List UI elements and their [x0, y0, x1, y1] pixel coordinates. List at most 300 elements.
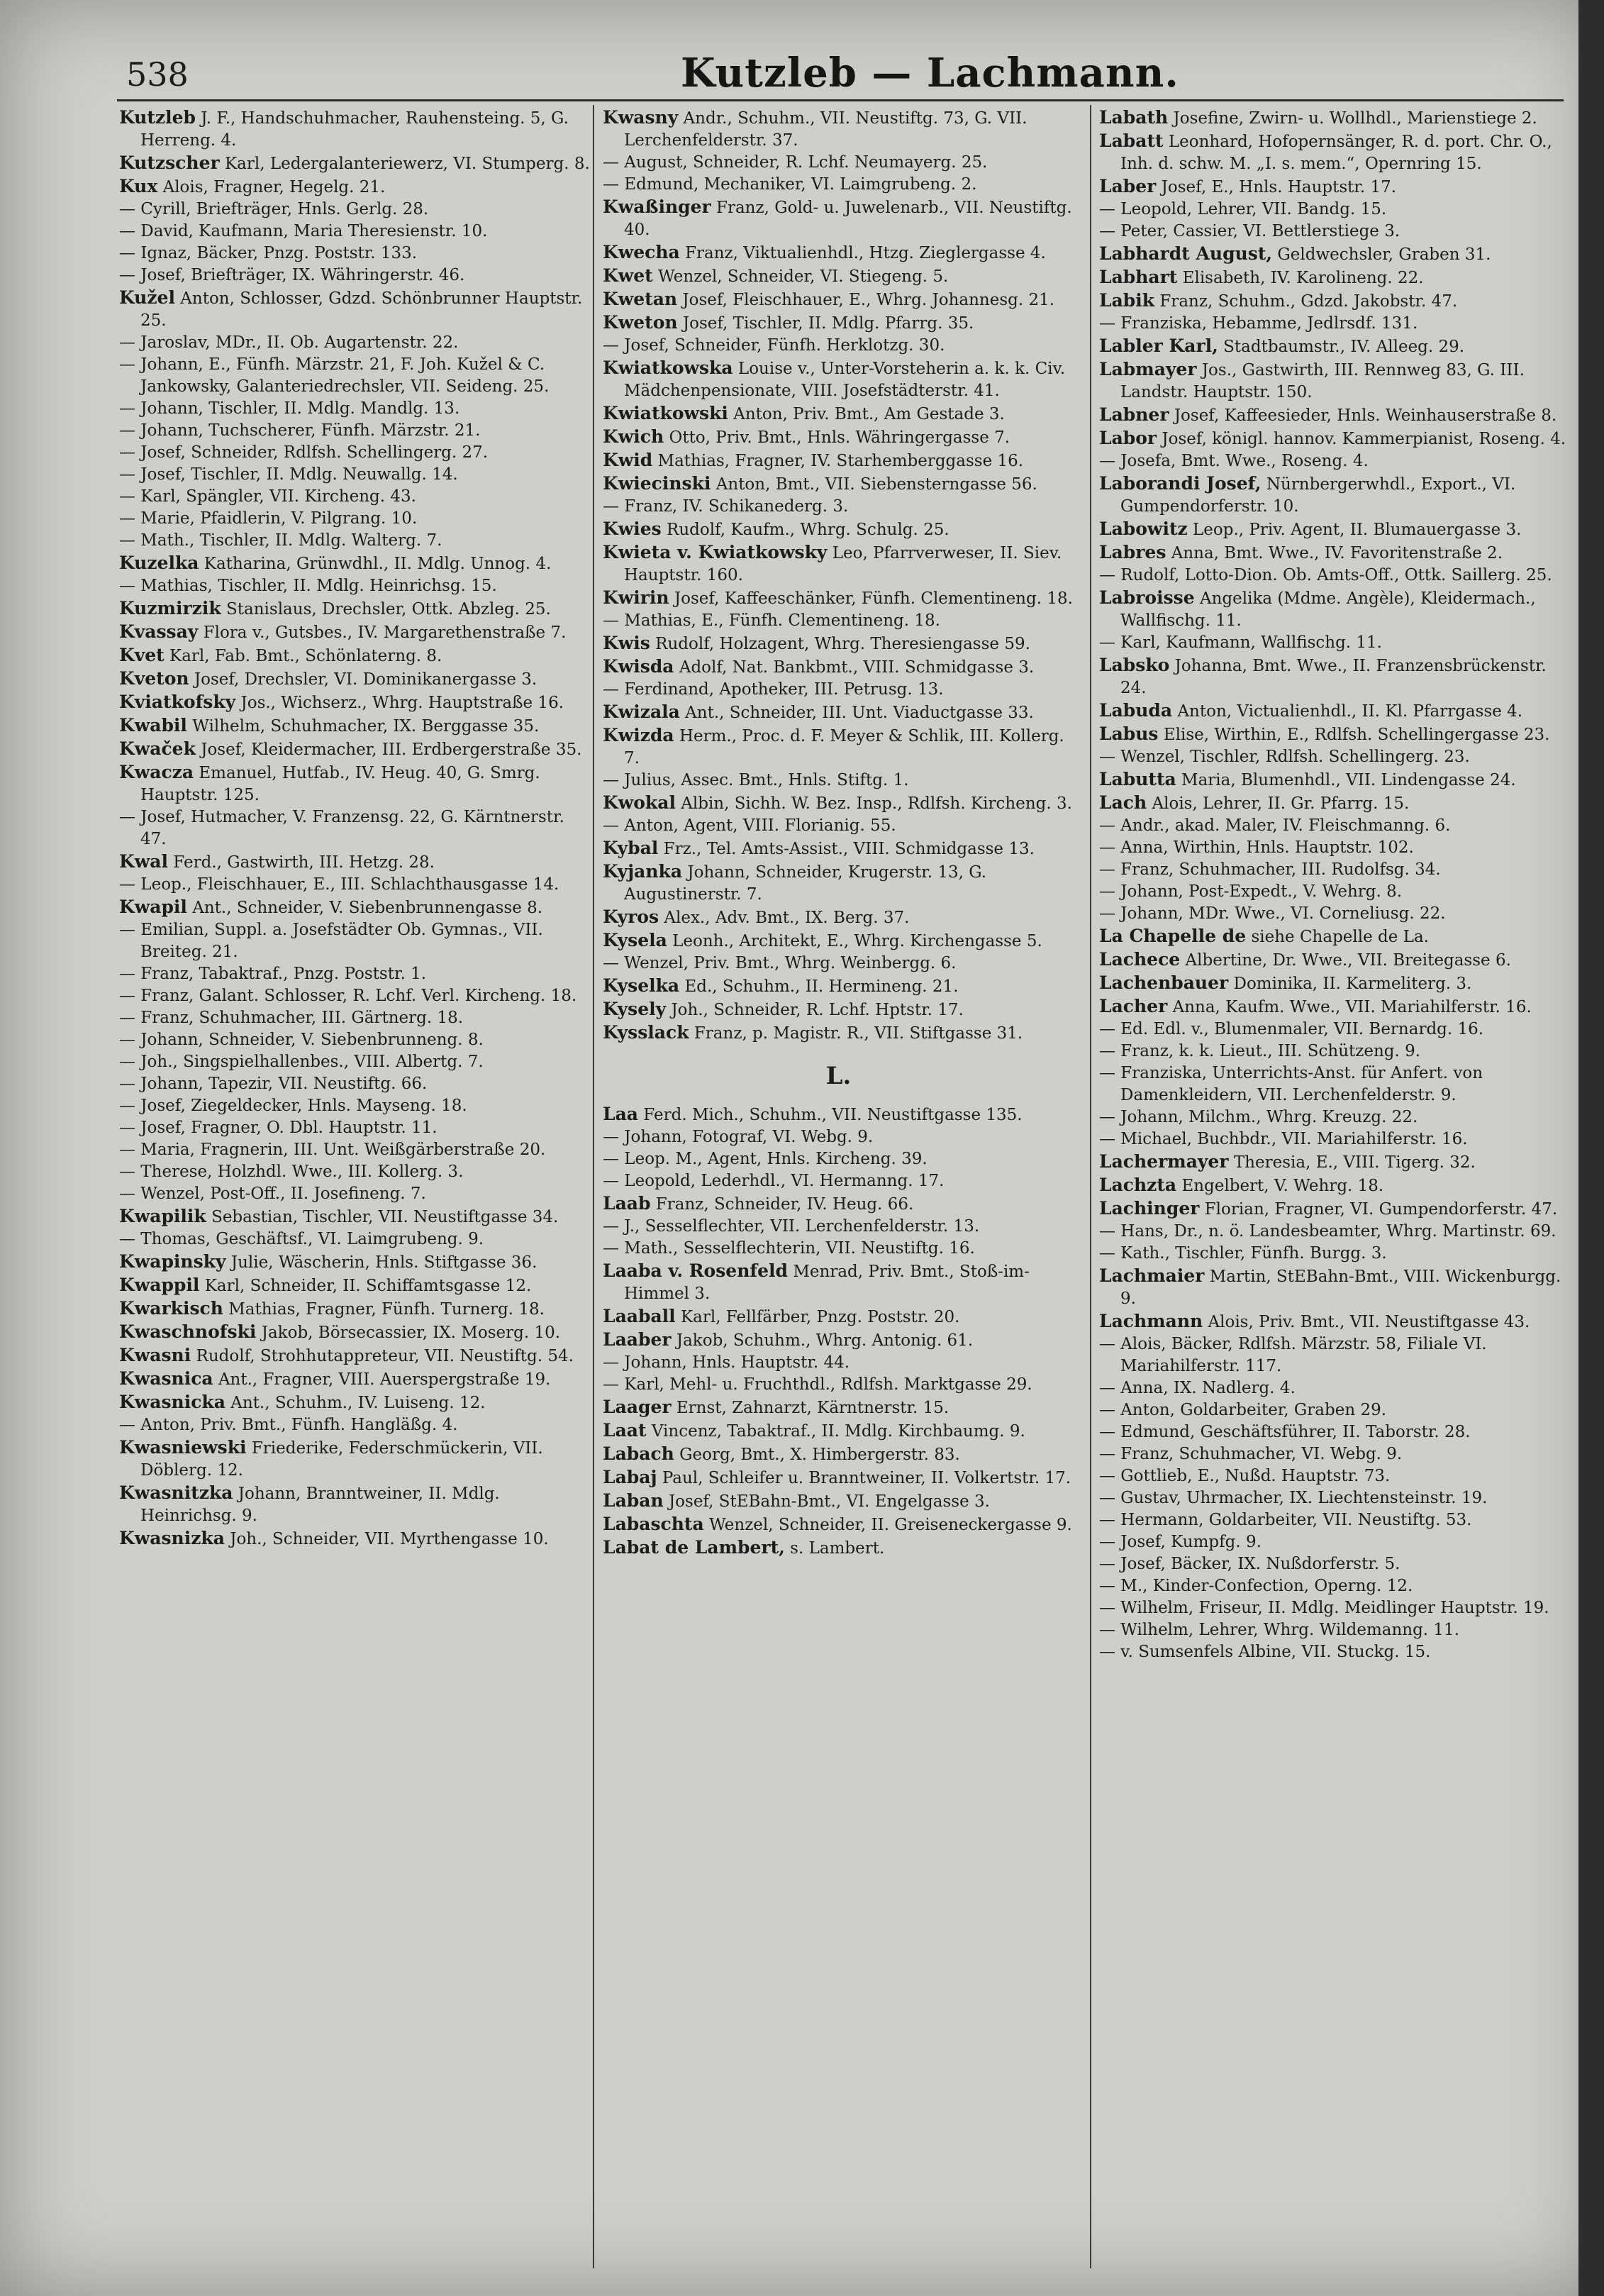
entry-details: — Hermann, Goldarbeiter, VII. Neustiftg. 53. [1099, 1511, 1472, 1529]
entry-details: — Franziska, Hebamme, Jedlrsdf. 131. [1099, 314, 1418, 333]
directory-entry [1099, 1063, 1571, 1107]
directory-entry [119, 152, 591, 175]
entry-details: Jos., Gastwirth, III. Rennweg 83, G. III. Landstr. Hauptstr. 150. [1120, 361, 1525, 401]
entry-details: Leonhard, Hofopernsänger, R. d. port. Chr. O., Inh. d. schw. M. „I. s. mem.“, Opernring 15. [1120, 133, 1552, 173]
entry-surname: Lachinger [1099, 1198, 1200, 1219]
directory-entry [119, 486, 591, 508]
directory-entry [1099, 1553, 1571, 1575]
directory-entry [1099, 1174, 1571, 1197]
directory-entry [603, 472, 1074, 496]
entry-surname: Kutzscher [119, 152, 220, 173]
directory-entry [1099, 243, 1571, 266]
directory-entry [119, 175, 591, 199]
entry-details: Friederike, Federschmückerin, VII. Döblerg. 12. [140, 1439, 543, 1480]
entry-details: — M., Kinder-Confection, Operng. 12. [1099, 1577, 1413, 1595]
directory-entry [1099, 1443, 1571, 1465]
entry-details: — Anton, Goldarbeiter, Graben 29. [1099, 1401, 1387, 1419]
directory-entry [119, 420, 591, 442]
entry-details: Josefine, Zwirn- u. Wollhdl., Marienstiege 2. [1173, 109, 1537, 128]
running-head: Kutzleb — Lachmann. [681, 50, 1179, 96]
directory-entry [119, 106, 591, 152]
directory-entry [1099, 266, 1571, 289]
entry-details: Paul, Schleifer u. Branntweiner, II. Volkertstr. 17. [662, 1469, 1071, 1487]
directory-entry [603, 241, 1074, 265]
directory-entry [603, 174, 1074, 196]
entry-details: — Johann, Fotograf, VI. Webg. 9. [603, 1128, 874, 1146]
entry-details: — Josefa, Bmt. Wwe., Roseng. 4. [1099, 452, 1369, 470]
entry-details: — Hans, Dr., n. ö. Landesbeamter, Whrg. Martinstr. 69. [1099, 1222, 1556, 1241]
entry-surname: Kysslack [603, 1022, 689, 1043]
entry-details: — Johann, Tapezir, VII. Neustiftg. 66. [119, 1075, 428, 1093]
directory-entry [603, 1443, 1074, 1466]
directory-entry [603, 860, 1074, 906]
entry-surname: Kuzmirzik [119, 598, 221, 619]
directory-entry [603, 1352, 1074, 1374]
directory-entry [1099, 1399, 1571, 1421]
directory-entry [1099, 925, 1571, 948]
directory-entry [1099, 199, 1571, 221]
directory-entry [1099, 972, 1571, 995]
directory-entry [119, 919, 591, 963]
entry-surname: Kwizda [603, 725, 674, 745]
directory-entry [119, 1095, 591, 1117]
entry-details: Emanuel, Hutfab., IV. Heug. 40, G. Smrg. Hauptstr. 125. [140, 764, 540, 804]
directory-entry [603, 1260, 1074, 1305]
entry-surname: Kwasni [119, 1345, 191, 1365]
directory-entry [1099, 1128, 1571, 1150]
entry-surname: Labowitz [1099, 518, 1188, 539]
entry-surname: Kwasnizka [119, 1528, 225, 1548]
directory-entry [119, 985, 591, 1007]
entry-details: Rudolf, Holzagent, Whrg. Theresiengasse 59. [655, 635, 1030, 653]
directory-entry [1099, 1041, 1571, 1063]
directory-entry [1099, 106, 1571, 130]
entry-surname: Labath [1099, 107, 1169, 128]
directory-entry [603, 1374, 1074, 1396]
entry-details: — Joh., Singspielhallenbes., VIII. Albertg. 7. [119, 1053, 484, 1071]
directory-entry [1099, 1265, 1571, 1310]
entry-details: — Maria, Fragnerin, III. Unt. Weißgärberstraße 20. [119, 1141, 546, 1159]
entry-details: Adolf, Nat. Bankbmt., VIII. Schmidgasse 3. [679, 658, 1035, 677]
directory-entry [1099, 1107, 1571, 1128]
entry-details: — Edmund, Mechaniker, VI. Laimgrubeng. 2. [603, 175, 977, 194]
entry-surname: Kwapinsky [119, 1251, 226, 1272]
entry-details: Leonh., Architekt, E., Whrg. Kirchengasse 5. [672, 932, 1042, 950]
directory-entry [603, 655, 1074, 679]
directory-entry [1099, 1377, 1571, 1399]
directory-entry [603, 541, 1074, 587]
entry-details: Anna, Bmt. Wwe., IV. Favoritenstraße 2. [1171, 544, 1503, 562]
directory-entry [603, 265, 1074, 288]
entry-details: Elisabeth, IV. Karolineng. 22. [1182, 269, 1424, 287]
directory-entry [603, 632, 1074, 655]
entry-details: Stanislaus, Drechsler, Ottk. Abzleg. 25. [226, 600, 551, 619]
entry-details: Franz, Gold- u. Juwelenarb., VII. Neustiftg. 40. [624, 199, 1072, 239]
entry-surname: Laaber [603, 1329, 672, 1350]
directory-entry [1099, 903, 1571, 925]
entry-surname: Lachece [1099, 949, 1181, 970]
entry-details: — Franz, Schuhmacher, VI. Webg. 9. [1099, 1445, 1403, 1463]
entry-details: — Josef, Schneider, Fünfh. Herklotzg. 30. [603, 336, 945, 355]
directory-entry [1099, 335, 1571, 358]
directory-entry [603, 449, 1074, 472]
entry-details: — Marie, Pfaidlerin, V. Pilgrang. 10. [119, 509, 418, 528]
directory-entry [1099, 1641, 1571, 1663]
directory-entry [119, 761, 591, 806]
entry-surname: Kuzelka [119, 553, 199, 573]
entry-surname: Kwiatkowska [603, 357, 733, 378]
directory-entry [603, 953, 1074, 975]
entry-details: — Wilhelm, Friseur, II. Mdlg. Meidlinger Hauptstr. 19. [1099, 1599, 1549, 1617]
entry-details: — Franz, Galant. Schlosser, R. Lchf. Verl. Kircheng. 18. [119, 987, 577, 1005]
entry-surname: Labik [1099, 290, 1155, 311]
entry-details: Martin, StEBahn-Bmt., VIII. Wickenburgg. 9. [1120, 1268, 1561, 1308]
entry-details: s. Lambert. [790, 1539, 885, 1558]
entry-surname: Laager [603, 1397, 672, 1417]
entry-details: Florian, Fragner, VI. Gumpendorferstr. 47. [1204, 1200, 1558, 1219]
entry-details: Louise v., Unter-Vorsteherin a. k. k. Civ. Mädchenpensionate, VIII. Josefstädterstr. 41. [624, 360, 1066, 400]
directory-entry [119, 1436, 591, 1482]
directory-entry [603, 106, 1074, 152]
entry-surname: Labus [1099, 723, 1159, 744]
directory-entry [603, 518, 1074, 541]
entry-surname: Lachzta [1099, 1175, 1177, 1195]
entry-details: — Edmund, Geschäftsführer, II. Taborstr. 28. [1099, 1423, 1471, 1441]
directory-entry [119, 221, 591, 243]
entry-details: Josef, Drechsler, VI. Dominikanergasse 3. [194, 670, 538, 689]
entry-surname: Kybal [603, 838, 659, 858]
entry-details: Josef, Kaffeeschänker, Fünfh. Clementineng. 18. [674, 589, 1073, 608]
entry-details: Rudolf, Kaufm., Whrg. Schulg. 25. [667, 521, 949, 539]
entry-surname: Labmayer [1099, 359, 1197, 379]
entry-details: — Franziska, Unterrichts-Anst. für Anfert. von Damenkleidern, VII. Lerchenfelderstr. 9. [1099, 1064, 1483, 1104]
entry-details: — Johann, Tuchscherer, Fünfh. Märzstr. 21. [119, 421, 481, 440]
directory-entry [1099, 632, 1571, 654]
entry-details: Johann, Branntweiner, II. Mdlg. Heinrichsg. 9. [140, 1485, 500, 1525]
entry-surname: Labner [1099, 404, 1169, 425]
entry-details: — Mathias, Tischler, II. Mdlg. Heinrichsg. 15. [119, 577, 497, 595]
directory-entry [119, 552, 591, 575]
directory-entry [119, 1183, 591, 1205]
entry-surname: Kwal [119, 851, 168, 872]
entry-details: Maria, Blumenhdl., VII. Lindengasse 24. [1181, 771, 1516, 789]
entry-surname: Kwid [603, 450, 653, 470]
entry-surname: Laab [603, 1193, 651, 1214]
entry-details: — Wenzel, Priv. Bmt., Whrg. Weinbergg. 6. [603, 954, 957, 972]
entry-details: Anton, Victualienhdl., II. Kl. Pfarrgasse 4. [1177, 702, 1523, 721]
directory-entry [603, 679, 1074, 701]
directory-entry [119, 508, 591, 530]
entry-details: — Johann, MDr. Wwe., VI. Corneliusg. 22. [1099, 904, 1446, 923]
entry-details: — Thomas, Geschäftsf., VI. Laimgrubeng. 9. [119, 1230, 484, 1248]
entry-details: Rudolf, Strohhutappreteur, VII. Neustiftg. 54. [196, 1347, 574, 1365]
directory-entry [1099, 313, 1571, 335]
entry-surname: Kwiatkowski [603, 403, 728, 423]
entry-details: Leo, Pfarrverweser, II. Siev. Hauptstr. 160. [624, 544, 1062, 584]
entry-details: Franz, Viktualienhdl., Htzg. Zieglergasse 4. [685, 244, 1046, 262]
entry-surname: Kwich [603, 426, 664, 447]
directory-entry [119, 714, 591, 738]
directory-entry [1099, 1019, 1571, 1041]
entry-details: Frz., Tel. Amts-Assist., VIII. Schmidgasse 13. [663, 840, 1035, 858]
directory-entry [1099, 427, 1571, 450]
directory-entry [1099, 1150, 1571, 1174]
entry-details: — Josef, Kumpfg. 9. [1099, 1533, 1262, 1551]
entry-details: — Gottlieb, E., Nußd. Hauptstr. 73. [1099, 1467, 1391, 1485]
entry-surname: Labor [1099, 428, 1157, 448]
directory-entry [1099, 1243, 1571, 1265]
directory-entry [1099, 1465, 1571, 1487]
directory-entry [603, 1536, 1074, 1560]
entry-details: Franz, Schuhm., Gdzd. Jakobstr. 47. [1159, 292, 1458, 311]
entry-details: — Leop., Fleischhauer, E., III. Schlachthausgasse 14. [119, 875, 559, 894]
directory-entry [1099, 1509, 1571, 1531]
entry-surname: Kyselka [603, 975, 680, 996]
entry-details: — Leop. M., Agent, Hnls. Kircheng. 39. [603, 1150, 928, 1168]
entry-details: Anton, Priv. Bmt., Am Gestade 3. [733, 405, 1005, 423]
entry-details: — Julius, Assec. Bmt., Hnls. Stiftg. 1. [603, 771, 909, 789]
entry-surname: Kwasnitzka [119, 1482, 233, 1503]
entry-details: Wilhelm, Schuhmacher, IX. Berggasse 35. [192, 717, 540, 736]
directory-entry [1099, 130, 1571, 175]
entry-surname: Labatt [1099, 131, 1164, 151]
directory-entry [603, 335, 1074, 357]
entry-details: — August, Schneider, R. Lchf. Neumayerg. 25. [603, 153, 988, 172]
entry-details: — Gustav, Uhrmacher, IX. Liechtensteinstr. 19. [1099, 1489, 1488, 1507]
entry-surname: Lachenbauer [1099, 972, 1229, 993]
entry-details: Anna, Kaufm. Wwe., VII. Mariahilferstr. 16. [1172, 998, 1532, 1016]
entry-details: — Franz, Schuhmacher, III. Rudolfsg. 34. [1099, 860, 1441, 879]
entry-details: Alois, Lehrer, II. Gr. Pfarrg. 15. [1152, 794, 1410, 813]
directory-entry [119, 575, 591, 597]
entry-details: — Josef, Hutmacher, V. Franzensg. 22, G. Kärntnerstr. 47. [119, 808, 564, 848]
entry-surname: Kwacza [119, 762, 194, 782]
entry-details: Katharina, Grünwdhl., II. Mdlg. Unnog. 4. [204, 555, 552, 573]
entry-details: Joh., Schneider, VII. Myrthengasse 10. [230, 1530, 549, 1548]
directory-entry [603, 610, 1074, 632]
directory-entry [119, 1051, 591, 1073]
directory-entry [119, 530, 591, 552]
directory-entry [119, 1527, 591, 1551]
directory-entry [603, 1148, 1074, 1170]
entry-details: Flora v., Gutsbes., IV. Margarethenstraße 7. [203, 623, 567, 642]
page-edge-shadow [1578, 0, 1604, 2296]
directory-entry [603, 701, 1074, 724]
directory-entry [1099, 815, 1571, 837]
entry-details: — Franz, IV. Schikanederg. 3. [603, 497, 849, 516]
entry-surname: Lach [1099, 792, 1147, 813]
entry-surname: Kwies [603, 518, 662, 539]
directory-entry [1099, 404, 1571, 427]
directory-entry [1099, 289, 1571, 313]
column-divider [593, 105, 594, 2268]
directory-entry [119, 1274, 591, 1297]
entry-surname: Kyros [603, 906, 659, 927]
directory-entry [603, 1192, 1074, 1216]
entry-details: Josef, StEBahn-Bmt., VI. Engelgasse 3. [668, 1492, 990, 1511]
directory-entry [119, 354, 591, 398]
directory-entry [603, 724, 1074, 770]
directory-entry [119, 1321, 591, 1344]
directory-entry [1099, 175, 1571, 199]
entry-details: Ant., Schneider, III. Unt. Viaductgasse 33. [685, 704, 1034, 722]
entry-surname: Kwizala [603, 701, 680, 722]
entry-surname: Kwisda [603, 656, 674, 677]
entry-details: Johanna, Bmt. Wwe., II. Franzensbrückenstr. 24. [1120, 657, 1547, 697]
directory-entry [119, 1073, 591, 1095]
directory-entry [119, 243, 591, 265]
entry-surname: La Chapelle de [1099, 926, 1247, 946]
entry-surname: Labutta [1099, 769, 1176, 789]
entry-surname: Kužel [119, 287, 175, 308]
directory-entry [603, 837, 1074, 860]
entry-details: Jakob, Börsecassier, IX. Moserg. 10. [261, 1324, 561, 1342]
entry-details: Josef, königl. hannov. Kammerpianist, Roseng. 4. [1162, 430, 1566, 448]
entry-surname: Kwarkisch [119, 1298, 223, 1319]
directory-entry [1099, 723, 1571, 746]
directory-entry [1099, 948, 1571, 972]
entry-details: Wenzel, Schneider, II. Greiseneckergasse 9. [709, 1516, 1072, 1534]
entry-details: Andr., Schuhm., VII. Neustiftg. 73, G. VII. Lerchenfelderstr. 37. [624, 109, 1027, 150]
entry-surname: Kwapil [119, 897, 187, 917]
entry-details: — v. Sumsenfels Albine, VII. Stuckg. 15. [1099, 1643, 1431, 1661]
entry-details: — Leopold, Lederhdl., VI. Hermanng. 17. [603, 1172, 945, 1190]
entry-details: Albin, Sichh. W. Bez. Insp., Rdlfsh. Kircheng. 3. [681, 794, 1072, 813]
directory-entry [603, 770, 1074, 792]
directory-entry [603, 1238, 1074, 1260]
entry-details: — Wenzel, Post-Off., II. Josefineng. 7. [119, 1185, 426, 1203]
entry-details: Ant., Schneider, V. Siebenbrunnengasse 8. [192, 899, 543, 917]
directory-entry [119, 1029, 591, 1051]
entry-details: — Ignaz, Bäcker, Pnzg. Poststr. 133. [119, 244, 418, 262]
directory-entry [119, 1250, 591, 1274]
directory-entry [603, 1513, 1074, 1536]
directory-entry [119, 1117, 591, 1139]
directory-entry [119, 332, 591, 354]
directory-entry [1099, 1575, 1571, 1597]
directory-entry [603, 906, 1074, 929]
entry-surname: Laaba v. Rosenfeld [603, 1260, 789, 1281]
entry-details: — Andr., akad. Maler, IV. Fleischmanng. 6. [1099, 816, 1451, 835]
entry-details: — Cyrill, Briefträger, Hnls. Gerlg. 28. [119, 200, 429, 218]
entry-details: — Josef, Tischler, II. Mdlg. Neuwallg. 14. [119, 465, 458, 484]
directory-entry [119, 1344, 591, 1368]
entry-surname: Labhart [1099, 267, 1178, 287]
directory-entry [1099, 450, 1571, 472]
entry-details: — Rudolf, Lotto-Dion. Ob. Amts-Off., Ottk. Saillerg. 25. [1099, 566, 1552, 584]
entry-surname: Kwasnicka [119, 1392, 225, 1412]
entry-details: — Mathias, E., Fünfh. Clementineng. 18. [603, 611, 940, 630]
entry-surname: Lachmaier [1099, 1265, 1205, 1286]
directory-entry [603, 1419, 1074, 1443]
entry-details: — J., Sesselflechter, VII. Lerchenfelderstr. 13. [603, 1217, 980, 1236]
entry-details: Josef, Kaffeesieder, Hnls. Weinhauserstraße 8. [1174, 406, 1557, 425]
entry-details: Angelika (Mdme. Angèle), Kleidermach., Wallfischg. 11. [1120, 589, 1536, 630]
directory-entry [1099, 1310, 1571, 1333]
entry-details: — Franz, Schuhmacher, III. Gärtnerg. 18. [119, 1009, 464, 1027]
directory-entry [119, 621, 591, 644]
entry-surname: Kvet [119, 645, 165, 665]
entry-details: Ernst, Zahnarzt, Kärntnerstr. 15. [676, 1399, 949, 1417]
directory-entry [1099, 1421, 1571, 1443]
entry-details: — Johann, Hnls. Hauptstr. 44. [603, 1353, 850, 1372]
entry-details: — Karl, Kaufmann, Wallfischg. 11. [1099, 633, 1382, 652]
directory-entry [1099, 472, 1571, 518]
entry-details: Anton, Schlosser, Gdzd. Schönbrunner Hauptstr. 25. [140, 289, 583, 330]
entry-details: Albertine, Dr. Wwe., VII. Breitegasse 6. [1185, 951, 1511, 970]
entry-surname: Kysela [603, 930, 667, 950]
directory-entry [1099, 221, 1571, 243]
entry-surname: Labaj [603, 1467, 657, 1487]
entry-details: Elise, Wirthin, E., Rdlfsh. Schellingergasse 23. [1163, 726, 1550, 744]
entry-surname: Kutzleb [119, 107, 196, 128]
entry-surname: Kwasniewski [119, 1437, 247, 1458]
entry-details: Josef, Kleidermacher, III. Erdbergerstraße 35. [201, 741, 582, 759]
entry-details: Karl, Ledergalanteriewerz, VI. Stumperg. 8. [224, 155, 590, 173]
entry-surname: Kweton [603, 312, 678, 333]
directory-entry [1099, 837, 1571, 859]
entry-details: Josef, E., Hnls. Hauptstr. 17. [1161, 178, 1397, 196]
entry-details: Franz, p. Magistr. R., VII. Stiftgasse 31. [694, 1024, 1023, 1043]
entry-details: Alois, Fragner, Hegelg. 21. [162, 178, 386, 196]
entry-details: — Franz, k. k. Lieut., III. Schützeng. 9. [1099, 1042, 1421, 1060]
entry-details: Wenzel, Schneider, VI. Stiegeng. 5. [658, 267, 949, 286]
directory-entry [603, 311, 1074, 335]
entry-surname: Lachermayer [1099, 1151, 1229, 1172]
directory-entry [603, 1170, 1074, 1192]
page-number: 538 [126, 55, 189, 94]
directory-entry [603, 152, 1074, 174]
directory-entry [1099, 541, 1571, 565]
section-letter: L. [825, 1062, 852, 1090]
entry-surname: Kwokal [603, 792, 676, 813]
entry-surname: Kwaßinger [603, 196, 711, 217]
directory-entry [1099, 1619, 1571, 1641]
directory-entry [603, 975, 1074, 998]
directory-entry [603, 1396, 1074, 1419]
directory-entry [603, 998, 1074, 1021]
directory-entry [603, 402, 1074, 426]
entry-details: Ferd. Mich., Schuhm., VII. Neustiftgasse 135. [643, 1106, 1023, 1124]
directory-entry [119, 398, 591, 420]
directory-entry [603, 792, 1074, 815]
directory-entry [119, 691, 591, 714]
entry-surname: Laa [603, 1104, 638, 1124]
entry-details: Joh., Schneider, R. Lchf. Hptstr. 17. [671, 1001, 964, 1019]
entry-surname: Kwasnica [119, 1368, 213, 1389]
directory-entry [119, 1414, 591, 1436]
directory-entry [1099, 768, 1571, 792]
header-rule [117, 99, 1564, 101]
entry-details: Johann, Schneider, Krugerstr. 13, G. Augustinerstr. 7. [624, 863, 987, 904]
entry-details: — Therese, Holzhdl. Wwe., III. Kollerg. 3. [119, 1163, 464, 1181]
entry-details: — Johann, E., Fünfh. Märzstr. 21, F. Joh. Kužel & C. Jankowsky, Galanteriedrechsler, VII. Seideng. 25. [119, 355, 550, 396]
entry-details: — Josef, Ziegeldecker, Hnls. Mayseng. 18. [119, 1097, 467, 1115]
column-3 [1099, 106, 1571, 2270]
directory-entry [119, 287, 591, 332]
entry-surname: Kux [119, 176, 158, 196]
directory-entry [603, 1490, 1074, 1513]
directory-entry [1099, 699, 1571, 723]
entry-surname: Laat [603, 1420, 647, 1441]
entry-surname: Labhardt August, [1099, 243, 1273, 264]
entry-details: Dominika, II. Karmeliterg. 3. [1233, 975, 1472, 993]
entry-details: Sebastian, Tischler, VII. Neustiftgasse 34. [211, 1208, 559, 1226]
entry-details: Josef, Fleischhauer, E., Whrg. Johannesg. 21. [682, 291, 1055, 309]
entry-surname: Kwapilik [119, 1206, 206, 1226]
entry-surname: Laber [1099, 176, 1157, 196]
directory-entry [1099, 792, 1571, 815]
